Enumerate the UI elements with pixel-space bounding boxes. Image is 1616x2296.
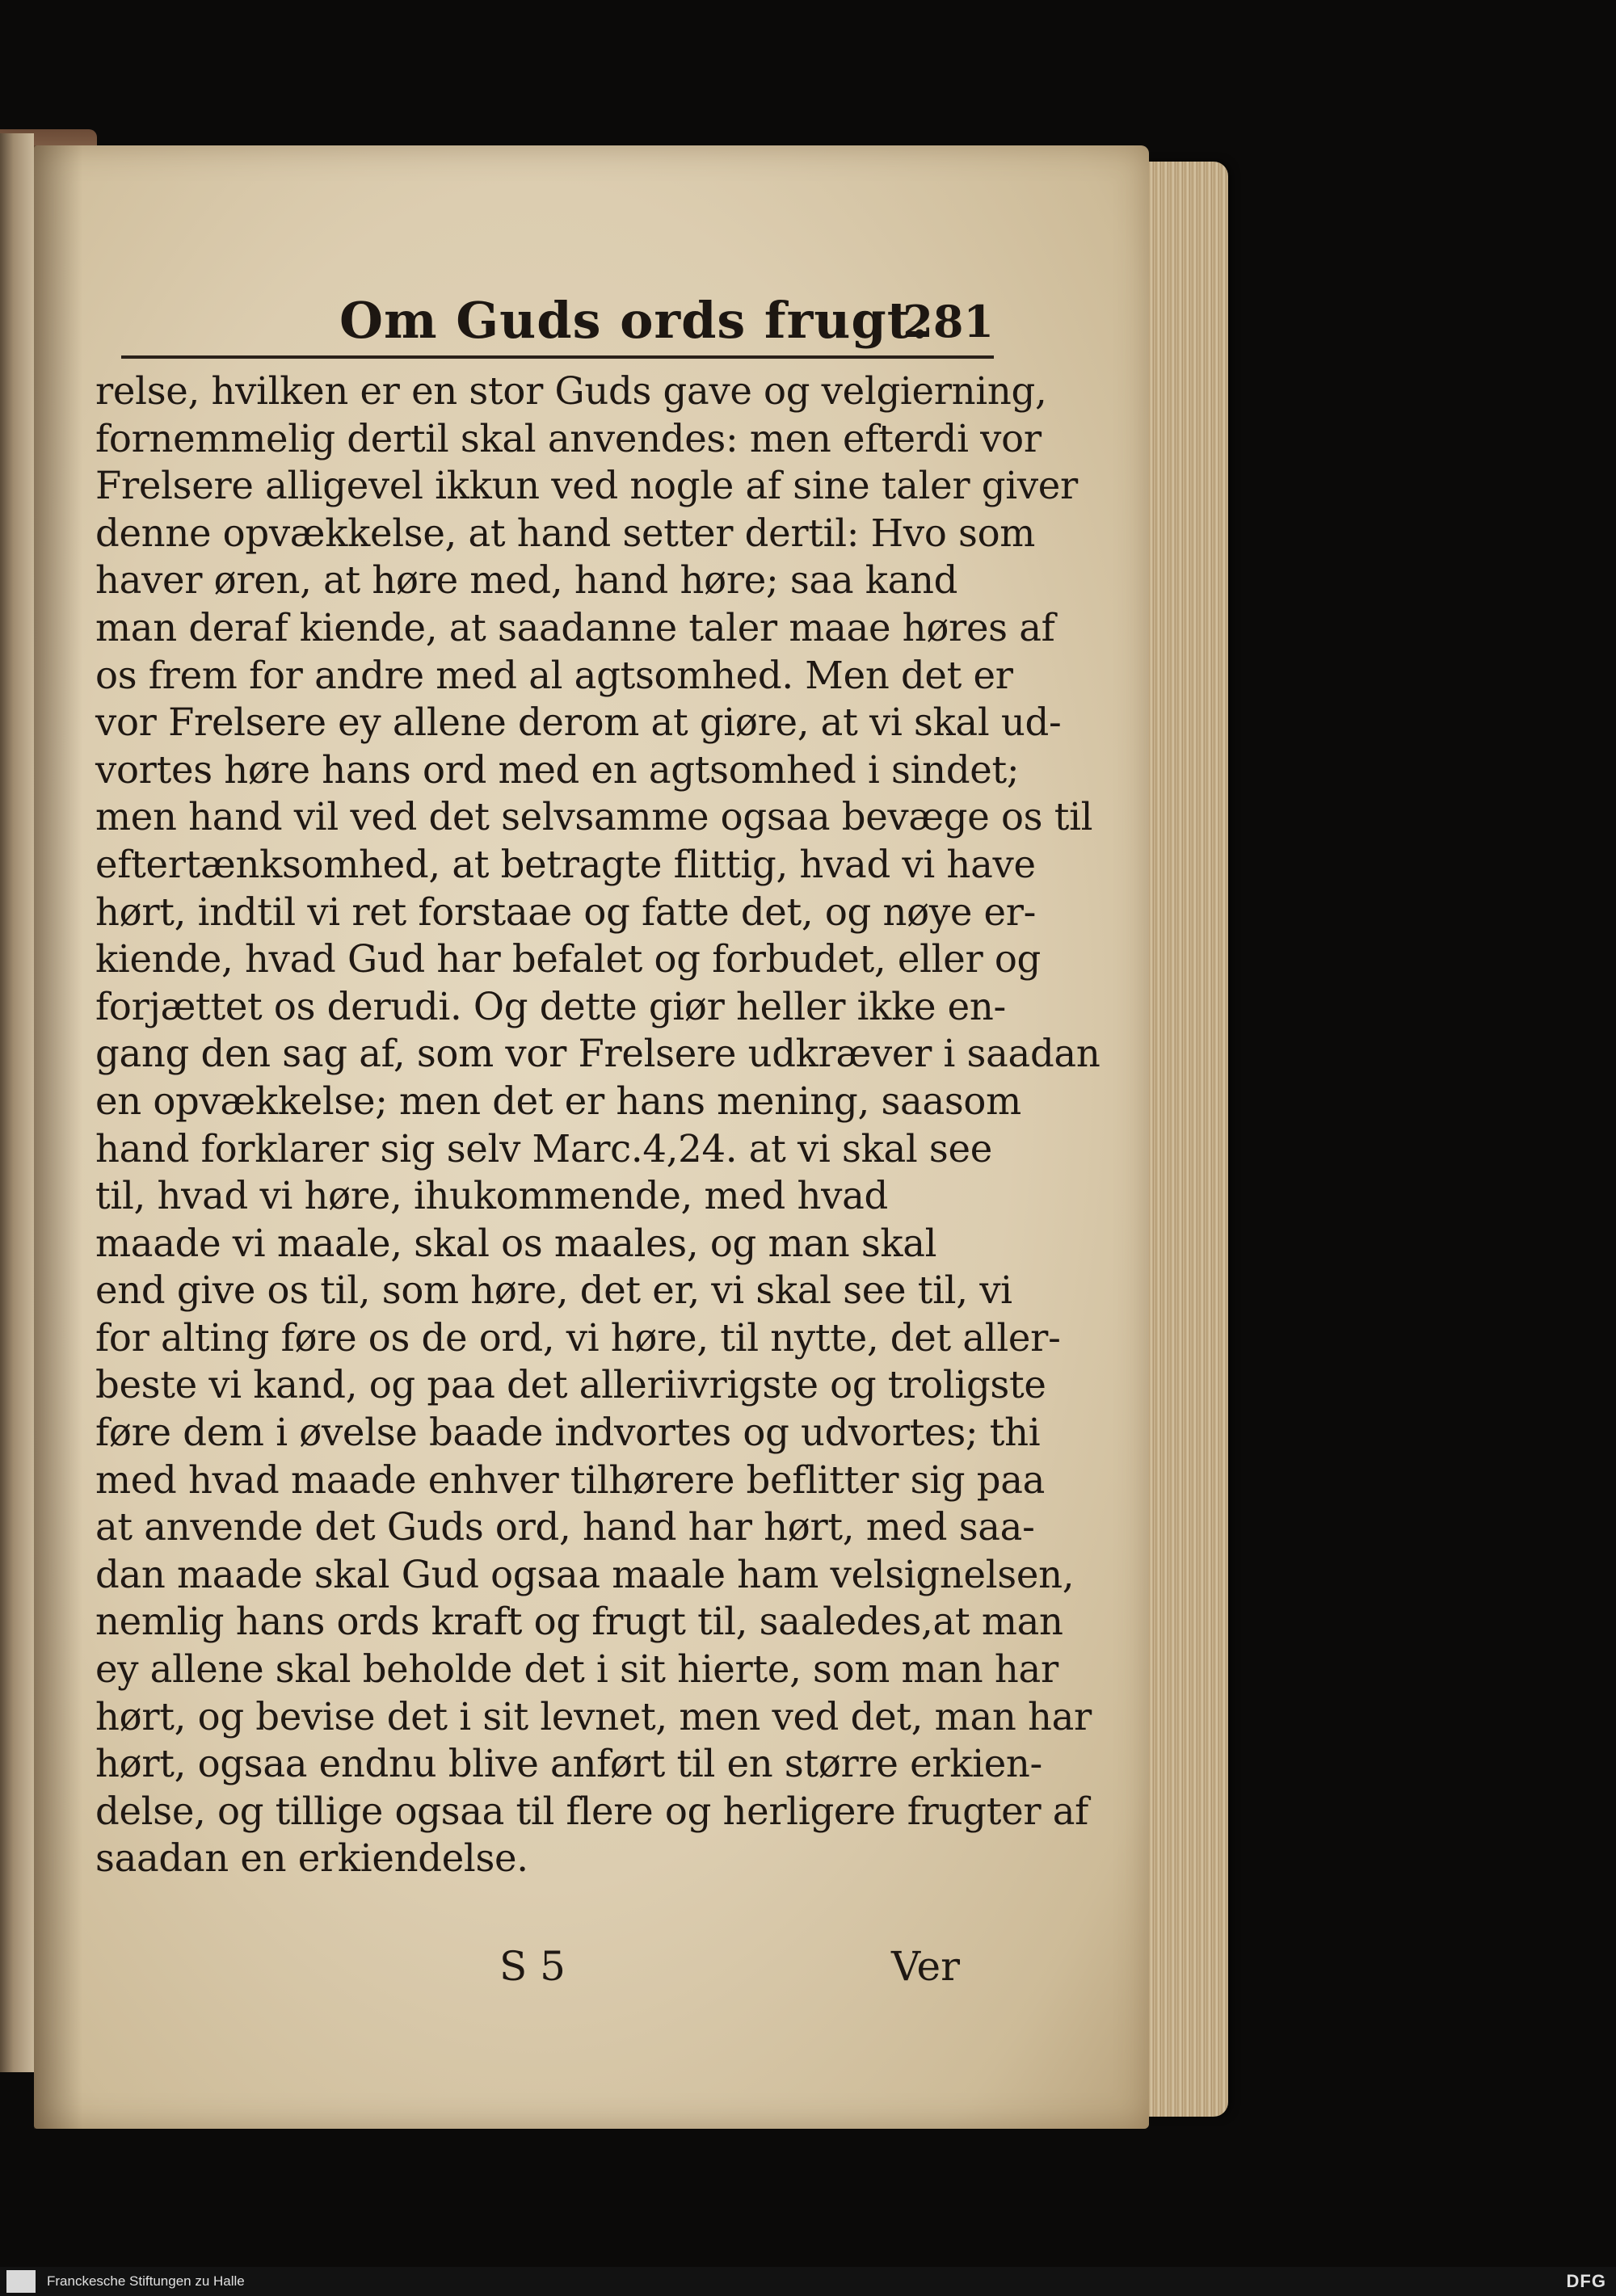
text-line: til, hvad vi høre, ihukommende, med hvad [95,1174,888,1218]
text-line: med hvad maade enhver tilhørere beflitter sig paa [95,1457,1046,1502]
dfg-logo: DFG [1566,2271,1606,2291]
institution-credit: Franckesche Stiftungen zu Halle [47,2273,245,2289]
catchword: Ver [890,1943,960,1990]
page-stack-edge [1139,162,1228,2117]
text-line: man deraf kiende, at saadanne taler maae høres af [95,605,1055,650]
text-line: dan maade skal Gud ogsaa maale ham velsignelsen, [95,1552,1075,1596]
text-line: haver øren, at høre med, hand høre; saa kand [95,558,958,603]
text-line: maade vi maale, skal os maales, og man skal [95,1221,937,1265]
text-line: relse, hvilken er en stor Guds gave og velgierning, [95,369,1047,413]
text-line: ey allene skal beholde det i sit hierte, som man har [95,1647,1058,1692]
text-line: hørt, indtil vi ret forstaae og fatte det, og nøye er- [95,889,1037,934]
running-title: Om Guds ords frugt. [339,291,929,350]
text-line: Frelsere alligevel ikkun ved nogle af sine taler giver [95,464,1078,508]
gutter-shadow [34,145,82,2129]
head-rule [121,355,994,359]
text-line: denne opvækkelse, at hand setter dertil: Hvo som [95,511,1036,555]
text-line: saadan en erkiendelse. [95,1836,528,1881]
text-line: nemlig hans ords kraft og frugt til, saaledes,at man [95,1600,1063,1644]
text-line: forjættet os derudi. Og dette giør heller ikke en- [95,984,1006,1028]
text-line: os frem for andre med al agtsomhed. Men det er [95,653,1013,697]
left-page-edge [0,133,34,2072]
text-line: eftertænksomhed, at betragte flittig, hvad vi have [95,842,1036,886]
text-line: hørt, ogsaa endnu blive anført til en større erkien- [95,1742,1042,1786]
text-line: at anvende det Guds ord, hand har hørt, med saa- [95,1505,1035,1550]
page-number: 281 [903,296,994,347]
text-line: men hand vil ved det selvsamme ogsaa bevæge os til [95,795,1093,839]
text-line: hørt, og bevise det i sit levnet, men ved det, man har [95,1694,1092,1739]
text-line: føre dem i øvelse baade indvortes og udvortes; thi [95,1411,1041,1455]
text-line: gang den sag af, som vor Frelsere udkræver i saadan [95,1032,1100,1076]
text-line: vor Frelsere ey allene derom at giøre, at vi skal ud- [95,700,1062,745]
body-text [95,368,1100,1882]
credit-bar [0,2267,1616,2296]
text-line: end give os til, som høre, det er, vi skal see til, vi [95,1268,1012,1313]
signature-mark: S 5 [499,1943,566,1990]
text-line: fornemmelig dertil skal anvendes: men efterdi vor [95,416,1042,460]
institution-logo-icon [6,2270,36,2293]
text-line: for alting føre os de ord, vi høre, til nytte, det aller- [95,1315,1061,1360]
page-footer [95,1943,960,1991]
text-line: en opvækkelse; men det er hans mening, saasom [95,1079,1021,1123]
text-line: delse, og tillige ogsaa til flere og herligere frugter af [95,1789,1089,1833]
text-line: kiende, hvad Gud har befalet og forbudet, eller og [95,937,1042,982]
text-line: beste vi kand, og paa det alleriivrigste og troligste [95,1363,1046,1407]
text-line: hand forklarer sig selv Marc.4,24. at vi skal see [95,1126,992,1171]
running-head [121,291,994,364]
text-line: vortes høre hans ord med en agtsomhed i sindet; [95,747,1020,792]
